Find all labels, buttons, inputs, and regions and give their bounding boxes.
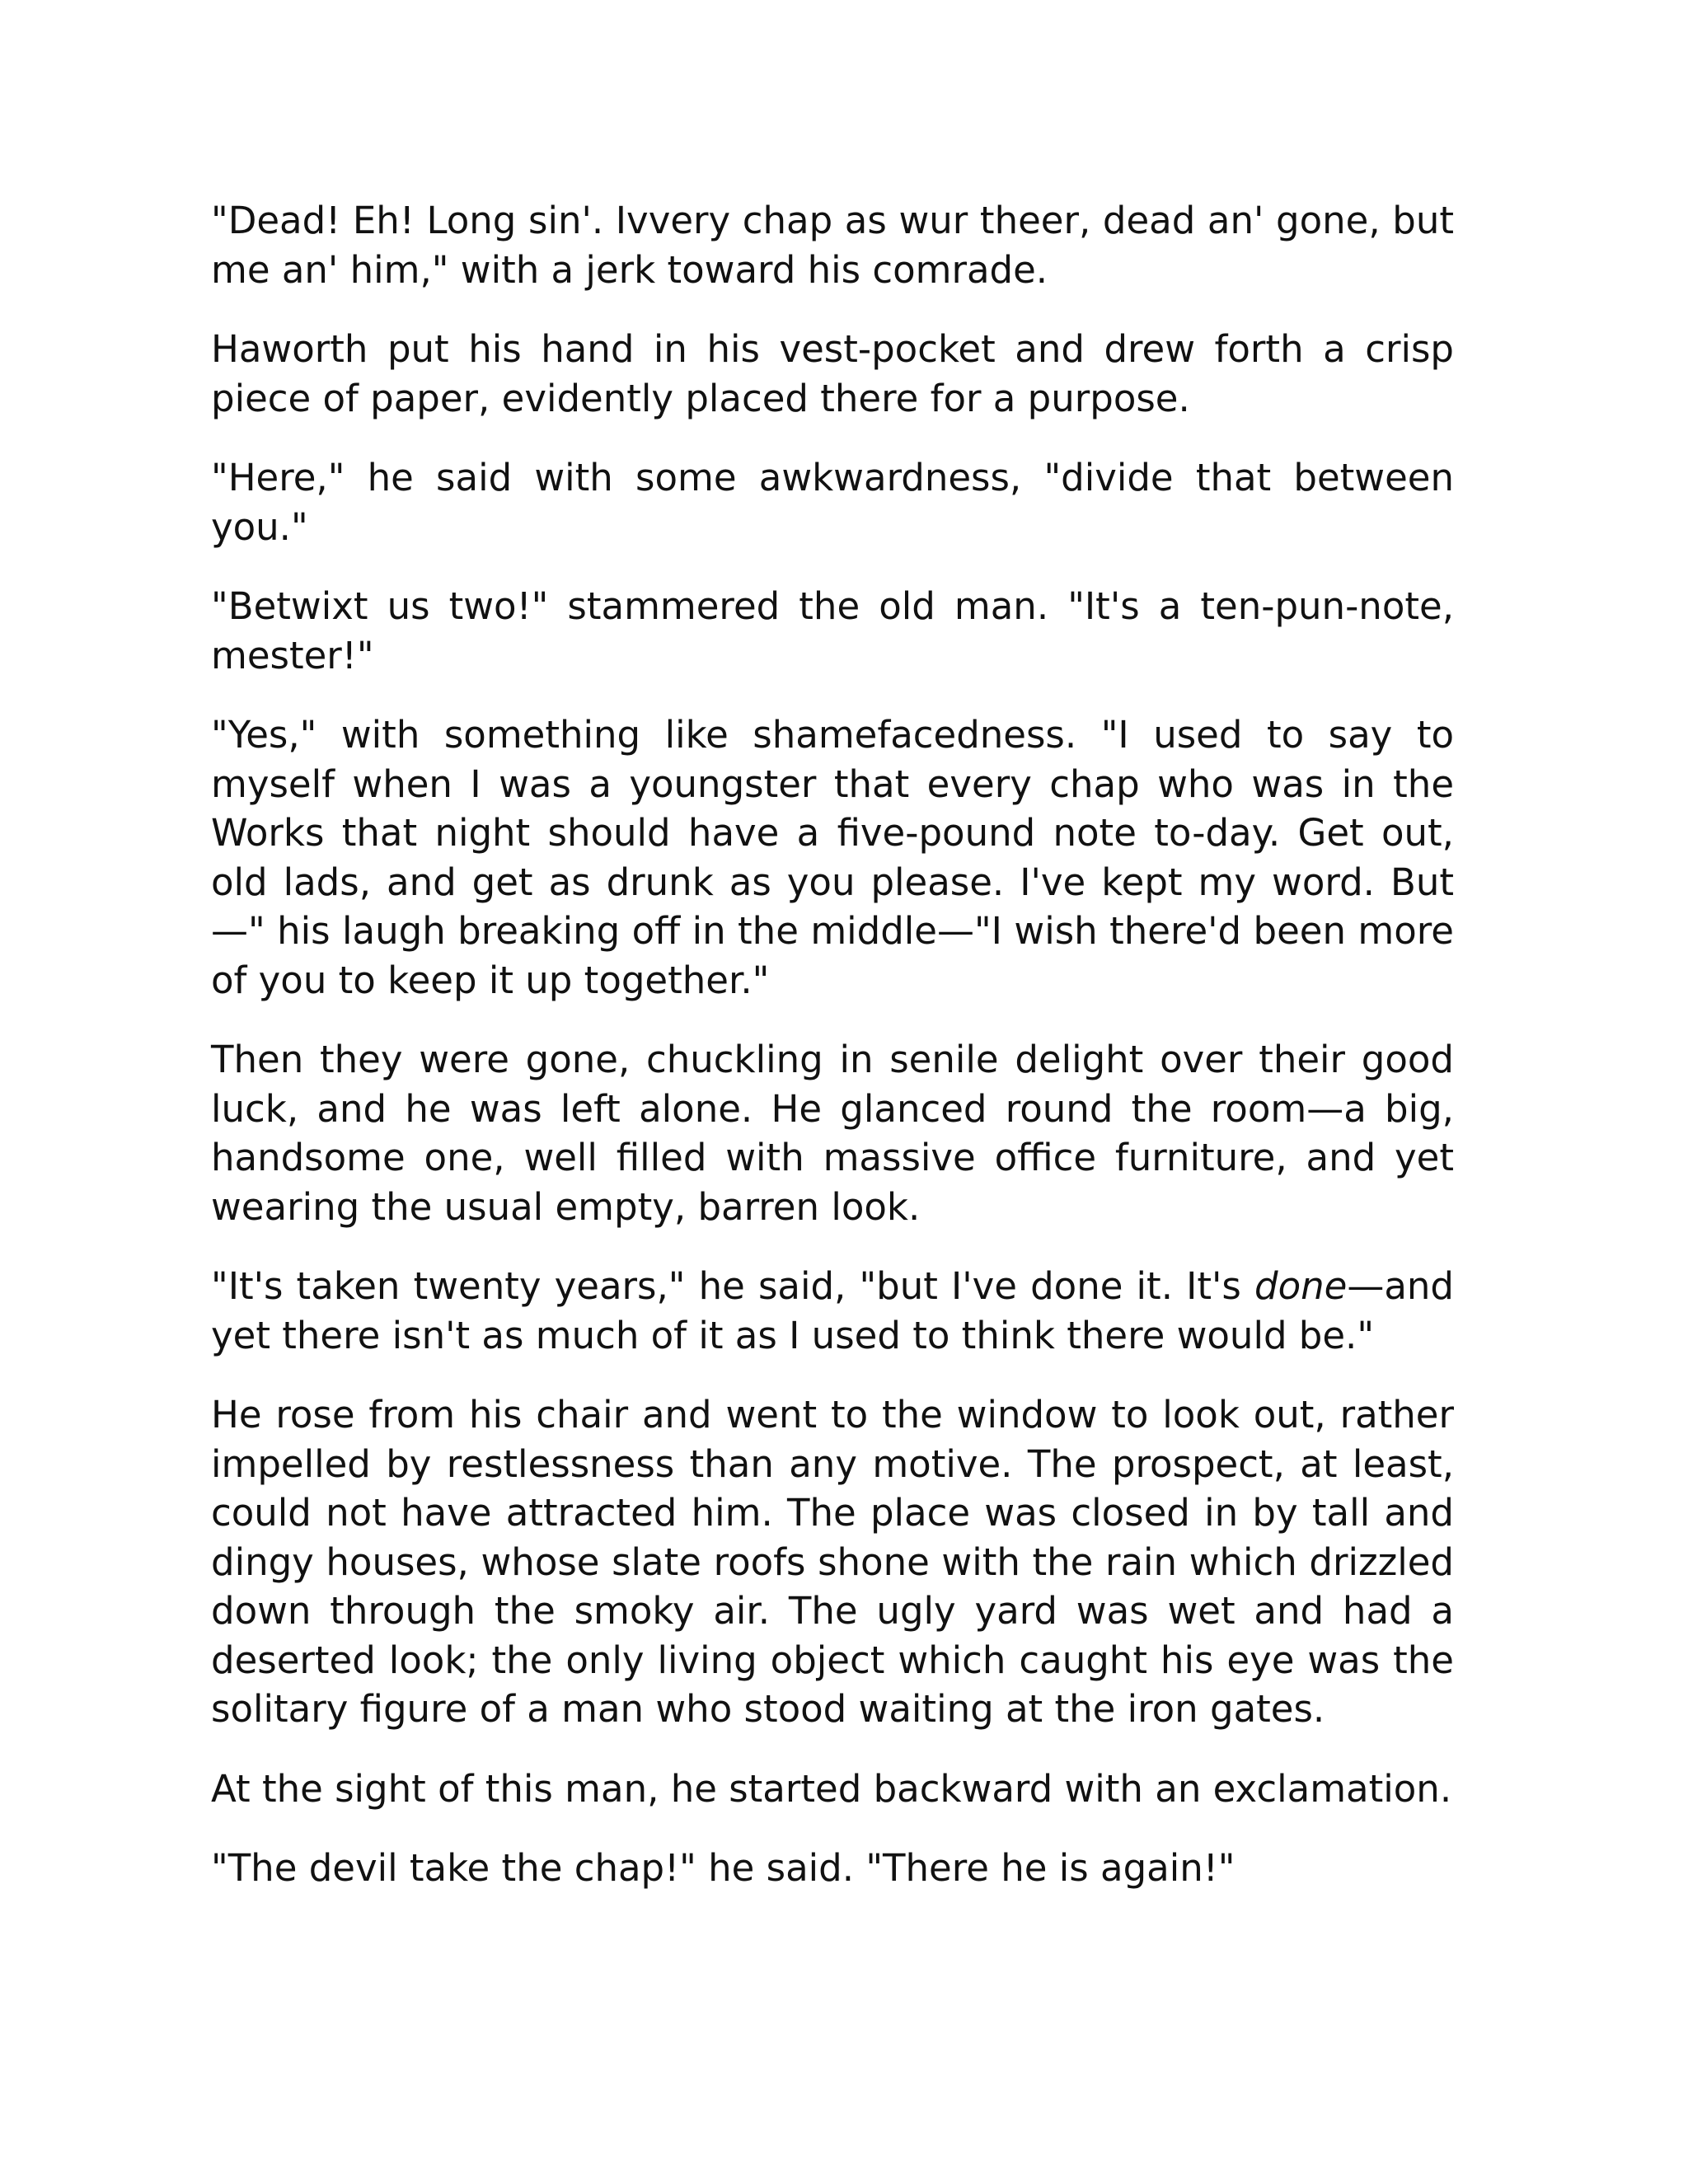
paragraph-7-text-before: "It's taken twenty years," he said, "but I've done it. It's [211,1264,1255,1308]
paragraph-4: "Betwixt us two!" stammered the old man. "It's a ten-pun-note, mester!" [211,584,1454,677]
paragraph-9: At the sight of this man, he started backward with an exclamation. [211,1766,1452,1811]
paragraph-5: "Yes," with something like shamefacedness. "I used to say to myself when I was a youngster that every chap who was in the Works that night should have a five-pound note to-day. Get out, old lads, and get as drunk as you please. I've kept my word. But—" his laugh breaking off in the middle—"I wish there'd been more of you to keep it up together." [211,713,1454,1002]
paragraph-10: "The devil take the chap!" he said. "There he is again!" [211,1846,1236,1890]
paragraph-7 [211,1262,1454,1360]
paragraph-7-text-after: —and yet there isn't as much of it as I used to think there would be." [211,1264,1454,1357]
paragraph-2: Haworth put his hand in his vest-pocket and drew forth a crisp piece of paper, evidently placed there for a purpose. [211,327,1454,420]
paragraph-1: "Dead! Eh! Long sin'. Ivvery chap as wur theer, dead an' gone, but me an' him," with a jerk toward his comrade. [211,199,1454,292]
body-text [211,196,1454,1924]
paragraph-6: Then they were gone, chuckling in senile delight over their good luck, and he was left alone. He glanced round the room—a big, handsome one, well filled with massive office furniture, and yet wearing the usual empty, barren look. [211,1038,1454,1229]
paragraph-3: "Here," he said with some awkwardness, "divide that between you." [211,456,1454,549]
paragraph-8: He rose from his chair and went to the window to look out, rather impelled by restlessness than any motive. The prospect, at least, could not have attracted him. The place was closed in by tall and dingy houses, whose slate roofs shone with the rain which drizzled down through the smoky air. The ugly yard was wet and had a deserted look; the only living object which caught his eye was the solitary figure of a man who stood waiting at the iron gates. [211,1393,1454,1731]
paragraph-7-emphasis: done [1254,1264,1348,1308]
